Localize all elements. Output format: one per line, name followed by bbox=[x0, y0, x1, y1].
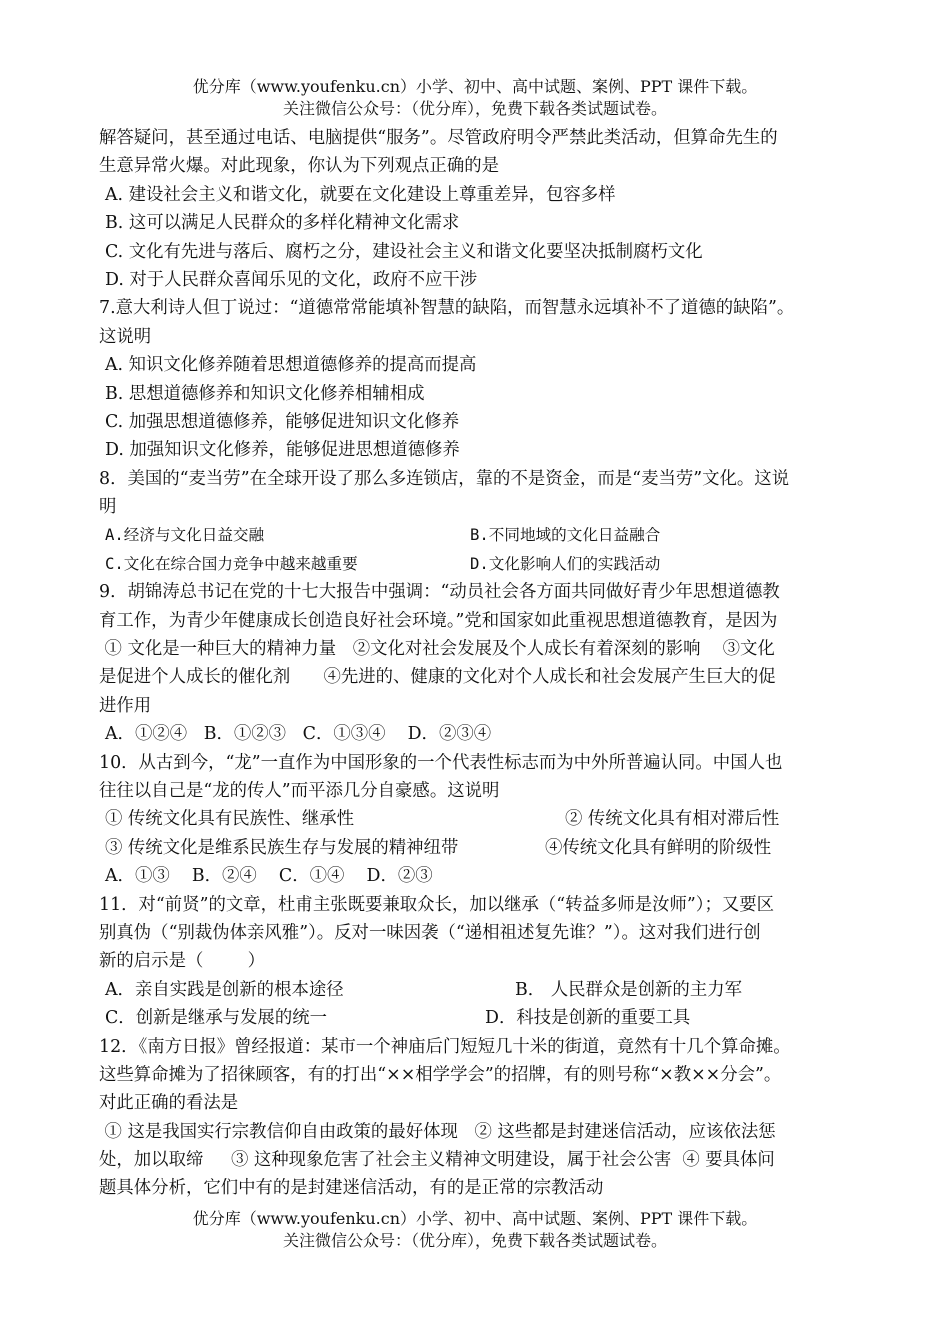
q7-stem-line-2: 这说明 bbox=[99, 326, 152, 347]
q7-option-c: C. 加强思想道德修养，能够促进知识文化修养 bbox=[105, 411, 460, 432]
q9-stem-line-1: 9．胡锦涛总书记在党的十七大报告中强调：“动员社会各方面共同做好青少年思想道德教 bbox=[99, 582, 780, 603]
q11-option-c: C．创新是继承与发展的统一 bbox=[105, 1008, 327, 1029]
q11-stem-line-3: 新的启示是（ ） bbox=[99, 951, 265, 972]
q7-option-b: B. 思想道德修养和知识文化修养相辅相成 bbox=[105, 383, 425, 404]
q10-items-row-2 bbox=[99, 834, 867, 862]
q10-item-1: ① 传统文化具有民族性、继承性 bbox=[105, 809, 354, 830]
q11-stem-line-1: 11．对“前贤”的文章，杜甫主张既要兼取众长，加以继承（“转益多师是汝师”）；又要区 bbox=[99, 894, 775, 915]
q9-items-line-1: ① 文化是一种巨大的精神力量 ②文化对社会发展及个人成长有着深刻的影响 ③文化 bbox=[99, 639, 775, 660]
q6-stem-line-1: 解答疑问，甚至通过电话、电脑提供“服务”。尽管政府明令严禁此类活动，但算命先生的 bbox=[99, 128, 778, 148]
q6-stem-line-2: 生意异常火爆。对此现象，你认为下列观点正确的是 bbox=[99, 156, 499, 177]
q9-stem-line-2: 育工作，为青少年健康成长创造良好社会环境。”党和国家如此重视思想道德教育，是因为 bbox=[99, 610, 778, 631]
header-line-1: 优分库（www.youfenku.cn）小学、初中、高中试题、案例、PPT 课件下载。 bbox=[192, 77, 758, 96]
footer-line-1: 优分库（www.youfenku.cn）小学、初中、高中试题、案例、PPT 课件下载。 bbox=[192, 1209, 758, 1228]
q12-items-line-2: 处，加以取缔 ③ 这种现象危害了社会主义精神文明建设，属于社会公害 ④ 要具体问 bbox=[99, 1150, 775, 1171]
q8-stem-line-1: 8．美国的“麦当劳”在全球开设了那么多连锁店，靠的不是资金，而是“麦当劳”文化。这说 bbox=[99, 468, 790, 489]
q8-options-row-1 bbox=[99, 521, 867, 549]
q10-item-4: ④传统文化具有鲜明的阶级性 bbox=[545, 837, 772, 858]
q9-items-line-3: 进作用 bbox=[99, 695, 152, 716]
q6-option-d: D. 对于人民群众喜闻乐见的文化，政府不应干涉 bbox=[105, 269, 478, 290]
document-body bbox=[99, 124, 867, 1203]
q8-option-c: C.文化在综合国力竞争中越来越重要 bbox=[105, 554, 358, 573]
q11-options-row-1 bbox=[99, 976, 867, 1004]
footer-line-2: 关注微信公众号：（优分库），免费下载各类试题试卷。 bbox=[282, 1231, 667, 1250]
q9-items-line-2: 是促进个人成长的催化剂 ④先进的、健康的文化对个人成长和社会发展产生巨大的促 bbox=[99, 667, 776, 688]
q12-stem-line-1: 12．《南方日报》曾经报道：某市一个神庙后门短短几十米的街道，竟然有十几个算命摊。 bbox=[99, 1036, 791, 1057]
q8-stem-line-2: 明 bbox=[99, 497, 117, 518]
q10-items-row-1 bbox=[99, 805, 867, 833]
q12-stem-line-3: 对此正确的看法是 bbox=[99, 1093, 239, 1114]
q11-option-b: B． 人民群众是创新的主力军 bbox=[515, 979, 742, 1000]
q11-stem-line-2: 别真伪（“别裁伪体亲风雅”）。反对一味因袭（“递相祖述复先谁？”）。这对我们进行创 bbox=[99, 922, 761, 943]
page-header bbox=[0, 76, 950, 120]
q11-options-row-2 bbox=[99, 1004, 867, 1032]
q7-option-d: D. 加强知识文化修养，能够促进思想道德修养 bbox=[105, 440, 460, 461]
q11-option-a: A．亲自实践是创新的根本途径 bbox=[105, 979, 344, 1000]
q12-items-line-1: ① 这是我国实行宗教信仰自由政策的最好体现 ② 这些都是封建迷信活动，应该依法惩 bbox=[99, 1121, 776, 1142]
q10-item-3: ③ 传统文化是维系民族生存与发展的精神纽带 bbox=[105, 837, 459, 858]
q7-stem-line-1: 7.意大利诗人但丁说过：“道德常常能填补智慧的缺陷，而智慧永远填补不了道德的缺陷”。 bbox=[99, 298, 795, 319]
q12-items-line-3: 题具体分析，它们中有的是封建迷信活动，有的是正常的宗教活动 bbox=[99, 1178, 604, 1199]
q8-option-d: D.文化影响人们的实践活动 bbox=[470, 554, 661, 573]
q12-stem-line-2: 这些算命摊为了招徕顾客，有的打出“××相学学会”的招牌，有的则号称“×教××分会”。 bbox=[99, 1064, 782, 1085]
q10-item-2: ② 传统文化具有相对滞后性 bbox=[565, 809, 780, 830]
q8-option-b: B.不同地域的文化日益融合 bbox=[470, 526, 661, 545]
q10-stem-line-2: 往往以自己是“龙的传人”而平添几分自豪感。这说明 bbox=[99, 780, 500, 801]
q11-option-d: D．科技是创新的重要工具 bbox=[485, 1008, 691, 1029]
q7-option-a: A. 知识文化修养随着思想道德修养的提高而提高 bbox=[105, 355, 477, 376]
q9-answer-choices: A．①②④ B．①②③ C．①③④ D．②③④ bbox=[105, 724, 492, 745]
q6-option-c: C. 文化有先进与落后、腐朽之分，建设社会主义和谐文化要坚决抵制腐朽文化 bbox=[105, 241, 703, 262]
header-line-2: 关注微信公众号：（优分库），免费下载各类试题试卷。 bbox=[282, 99, 667, 118]
q8-option-a: A.经济与文化日益交融 bbox=[105, 526, 265, 545]
q10-stem-line-1: 10．从古到今，“龙”一直作为中国形象的一个代表性标志而为中外所普遍认同。中国人也 bbox=[99, 752, 783, 773]
q6-option-b: B. 这可以满足人民群众的多样化精神文化需求 bbox=[105, 213, 460, 234]
q8-options-row-2 bbox=[99, 550, 867, 578]
q6-option-a: A. 建设社会主义和谐文化，就要在文化建设上尊重差异，包容多样 bbox=[105, 184, 616, 205]
page-footer bbox=[0, 1208, 950, 1252]
q10-answer-choices: A．①③ B．②④ C．①④ D．②③ bbox=[105, 866, 433, 887]
